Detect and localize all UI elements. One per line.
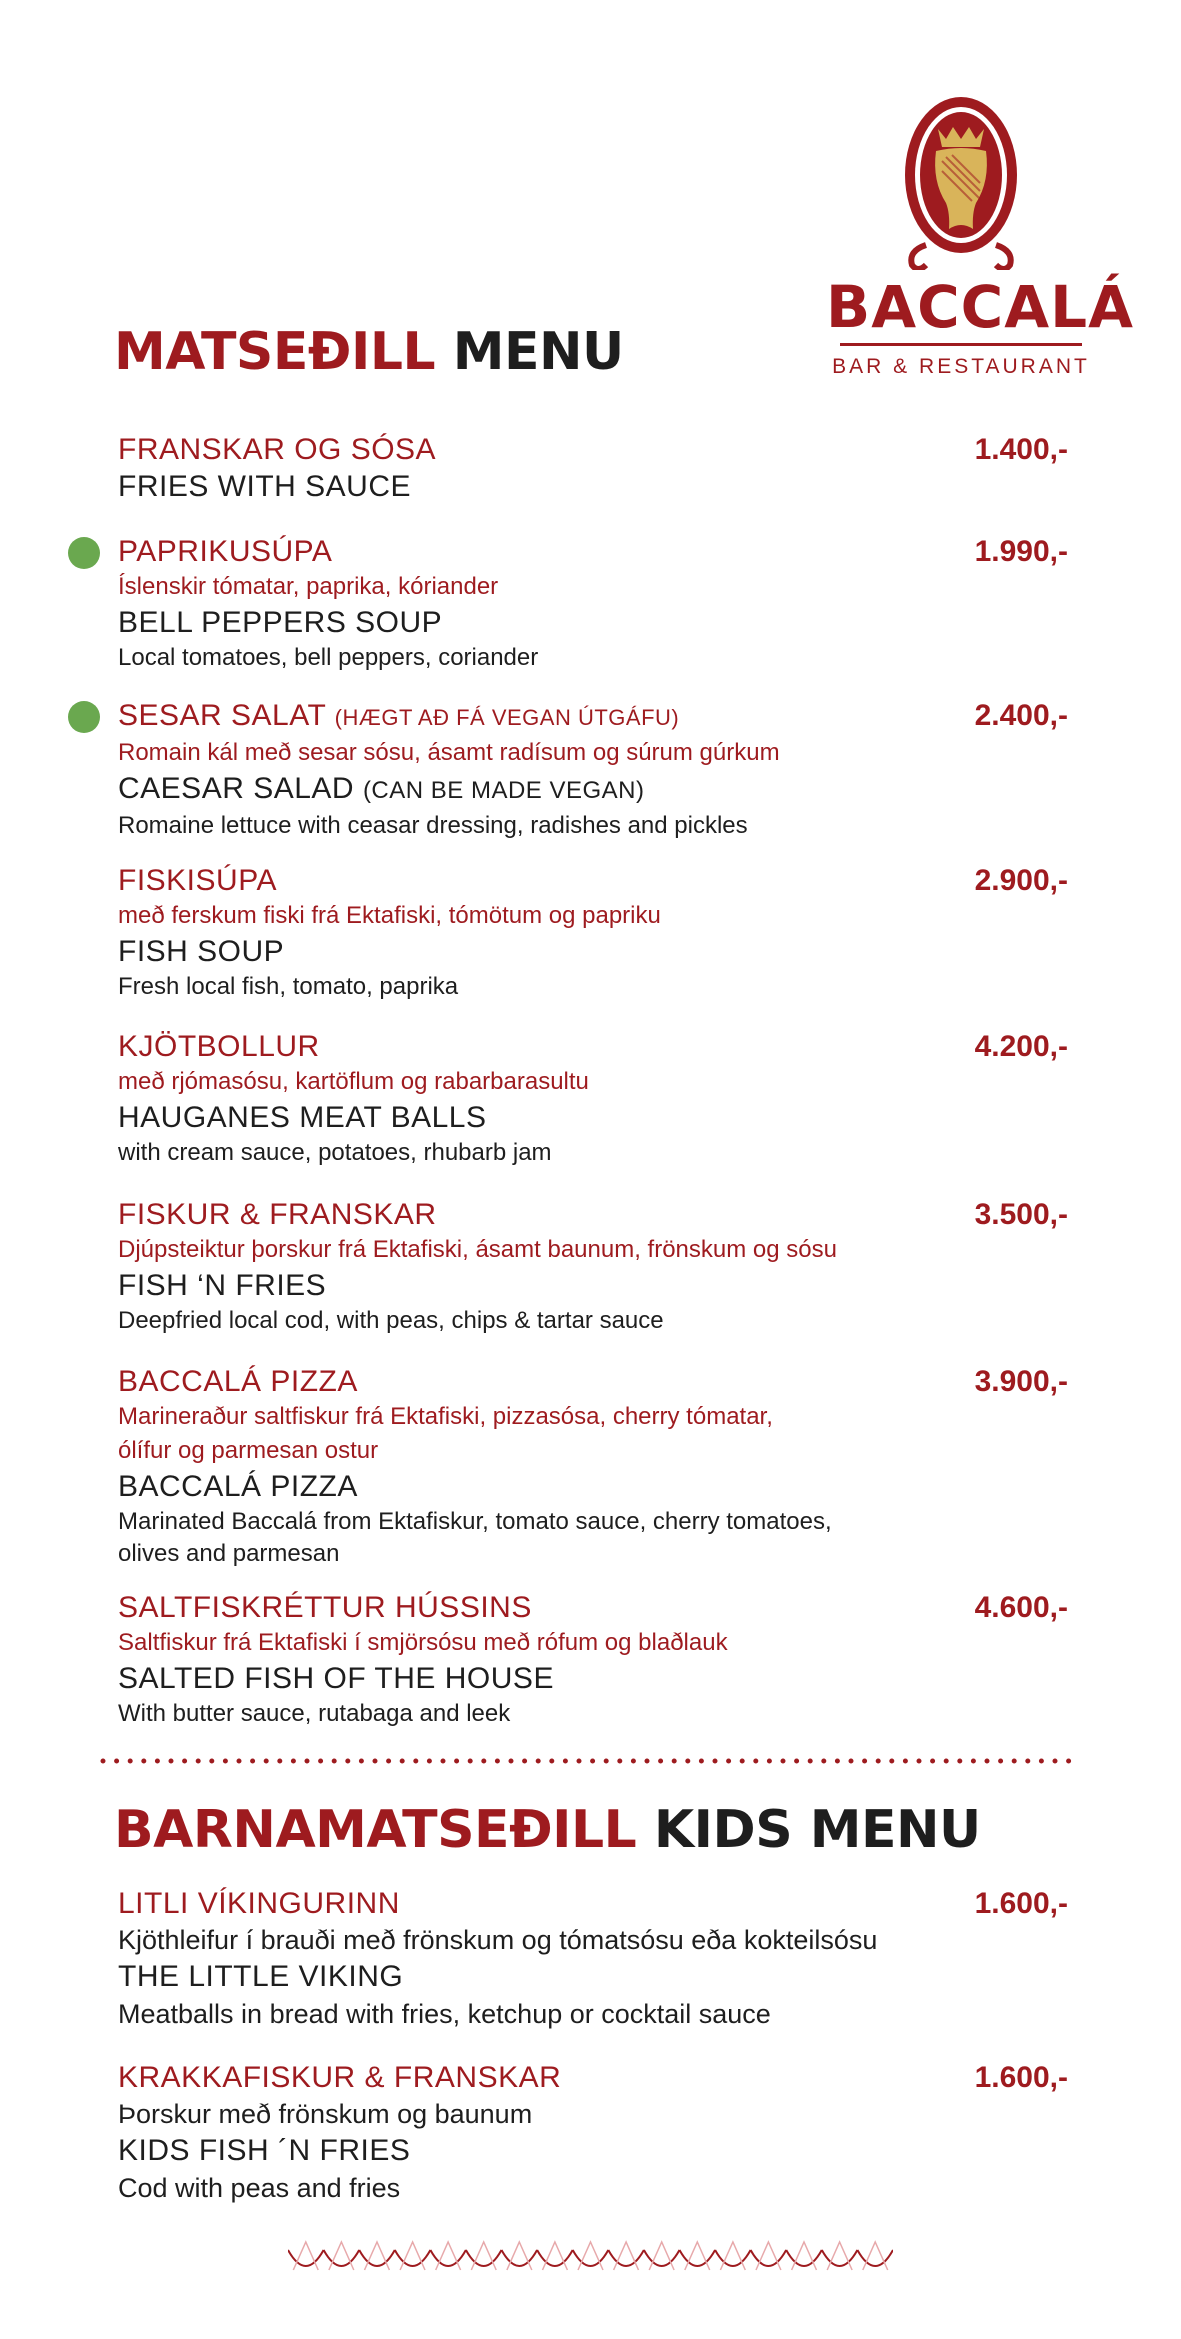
item-desc-en-line2: olives and parmesan xyxy=(118,1540,340,1567)
item-price: 4.200,- xyxy=(974,1030,1068,1063)
menu-item xyxy=(118,698,1068,842)
item-name-is: SESAR SALAT xyxy=(118,699,326,732)
item-price: 2.400,- xyxy=(974,699,1068,732)
item-name-is: LITLI VÍKINGURINN xyxy=(118,1887,400,1920)
menu-item xyxy=(118,534,1068,674)
kids-section-title xyxy=(114,1800,981,1860)
item-name-is: PAPRIKUSÚPA xyxy=(118,535,333,568)
item-name-is: SALTFISKRÉTTUR HÚSSINS xyxy=(118,1591,532,1624)
kids-title-en: KIDS MENU xyxy=(653,1800,981,1860)
item-price: 1.400,- xyxy=(974,433,1068,466)
item-name-en: HAUGANES MEAT BALLS xyxy=(118,1101,487,1134)
menu-item xyxy=(118,1029,1068,1169)
item-desc-en: Local tomatoes, bell peppers, coriander xyxy=(118,644,539,671)
item-desc-en: Marinated Baccalá from Ektafiskur, tomato sauce, cherry tomatoes, xyxy=(118,1508,832,1535)
item-price: 1.600,- xyxy=(974,1887,1068,1920)
item-name-is: FISKUR & FRANSKAR xyxy=(118,1198,437,1231)
item-desc-en: Romaine lettuce with ceasar dressing, radishes and pickles xyxy=(118,812,748,839)
item-desc-en: With butter sauce, rutabaga and leek xyxy=(118,1700,511,1727)
menu-title-is: MATSEÐILL xyxy=(114,322,436,382)
item-name-en: BELL PEPPERS SOUP xyxy=(118,606,443,639)
item-desc-is: með ferskum fiski frá Ektafiski, tómötum og papriku xyxy=(118,902,661,929)
kids-menu-item xyxy=(118,2060,1068,2206)
cod-emblem-icon xyxy=(886,95,1036,270)
item-price: 1.990,- xyxy=(974,535,1068,568)
item-name-is: KRAKKAFISKUR & FRANSKAR xyxy=(118,2061,562,2094)
item-desc-en: Cod with peas and fries xyxy=(118,2173,401,2203)
vegan-marker-icon xyxy=(68,701,100,733)
item-name-is: KJÖTBOLLUR xyxy=(118,1030,320,1063)
item-name-is: BACCALÁ PIZZA xyxy=(118,1365,358,1398)
dotted-divider xyxy=(100,1758,1085,1764)
item-desc-is: Djúpsteiktur þorskur frá Ektafiski, ásamt baunum, frönskum og sósu xyxy=(118,1236,837,1263)
item-desc-is: með rjómasósu, kartöflum og rabarbarasultu xyxy=(118,1068,589,1095)
menu-item xyxy=(118,1590,1068,1730)
menu-item xyxy=(118,863,1068,1003)
item-name-en: SALTED FISH OF THE HOUSE xyxy=(118,1662,554,1695)
item-desc-en: Fresh local fish, tomato, paprika xyxy=(118,973,459,1000)
wave-ornament xyxy=(288,2238,893,2278)
item-note-en: (CAN BE MADE VEGAN) xyxy=(362,777,645,804)
item-desc-is: Marineraður saltfiskur frá Ektafiski, pizzasósa, cherry tómatar, xyxy=(118,1403,773,1430)
restaurant-logo xyxy=(826,95,1134,395)
item-name-en: FISH SOUP xyxy=(118,935,285,968)
item-note-is: (HÆGT AÐ FÁ VEGAN ÚTGÁFU) xyxy=(334,705,680,730)
item-price: 3.900,- xyxy=(974,1365,1068,1398)
item-price: 2.900,- xyxy=(974,864,1068,897)
item-desc-is-line2: ólífur og parmesan ostur xyxy=(118,1437,379,1464)
item-name-en: BACCALÁ PIZZA xyxy=(118,1470,358,1503)
item-desc-en: Deepfried local cod, with peas, chips & tartar sauce xyxy=(118,1307,664,1334)
item-name-en: KIDS FISH ´N FRIES xyxy=(118,2134,411,2167)
menu-item xyxy=(118,1364,1068,1570)
item-price: 4.600,- xyxy=(974,1591,1068,1624)
item-name-en: FRIES WITH SAUCE xyxy=(118,470,412,503)
menu-item xyxy=(118,432,1068,506)
logo-name: BACCALÁ xyxy=(826,273,1134,341)
item-desc-en: with cream sauce, potatoes, rhubarb jam xyxy=(118,1139,552,1166)
item-desc-is: Kjöthleifur í brauði með frönskum og tómatsósu eða kokteilsósu xyxy=(118,1925,878,1955)
logo-underline xyxy=(840,343,1082,346)
item-desc-is: Þorskur með frönskum og baunum xyxy=(118,2099,533,2129)
item-price: 1.600,- xyxy=(974,2061,1068,2094)
logo-tagline: BAR & RESTAURANT xyxy=(832,355,1090,378)
menu-section-title xyxy=(114,322,624,382)
kids-menu-item xyxy=(118,1886,1068,2032)
item-desc-is: Íslenskir tómatar, paprika, kóriander xyxy=(118,573,499,600)
item-desc-is: Romain kál með sesar sósu, ásamt radísum og súrum gúrkum xyxy=(118,739,780,766)
item-name-en: FISH ‘N FRIES xyxy=(118,1269,327,1302)
item-price: 3.500,- xyxy=(974,1198,1068,1231)
item-name-en: THE LITTLE VIKING xyxy=(118,1960,404,1993)
item-desc-en: Meatballs in bread with fries, ketchup or cocktail sauce xyxy=(118,1999,771,2029)
menu-title-en: MENU xyxy=(452,322,624,382)
item-name-en: CAESAR SALAD xyxy=(118,772,355,805)
item-desc-is: Saltfiskur frá Ektafiski í smjörsósu með rófum og blaðlauk xyxy=(118,1629,728,1656)
item-name-is: FISKISÚPA xyxy=(118,864,277,897)
vegan-marker-icon xyxy=(68,537,100,569)
kids-title-is: BARNAMATSEÐILL xyxy=(114,1800,637,1860)
item-name-is: FRANSKAR OG SÓSA xyxy=(118,433,437,466)
menu-item xyxy=(118,1197,1068,1337)
